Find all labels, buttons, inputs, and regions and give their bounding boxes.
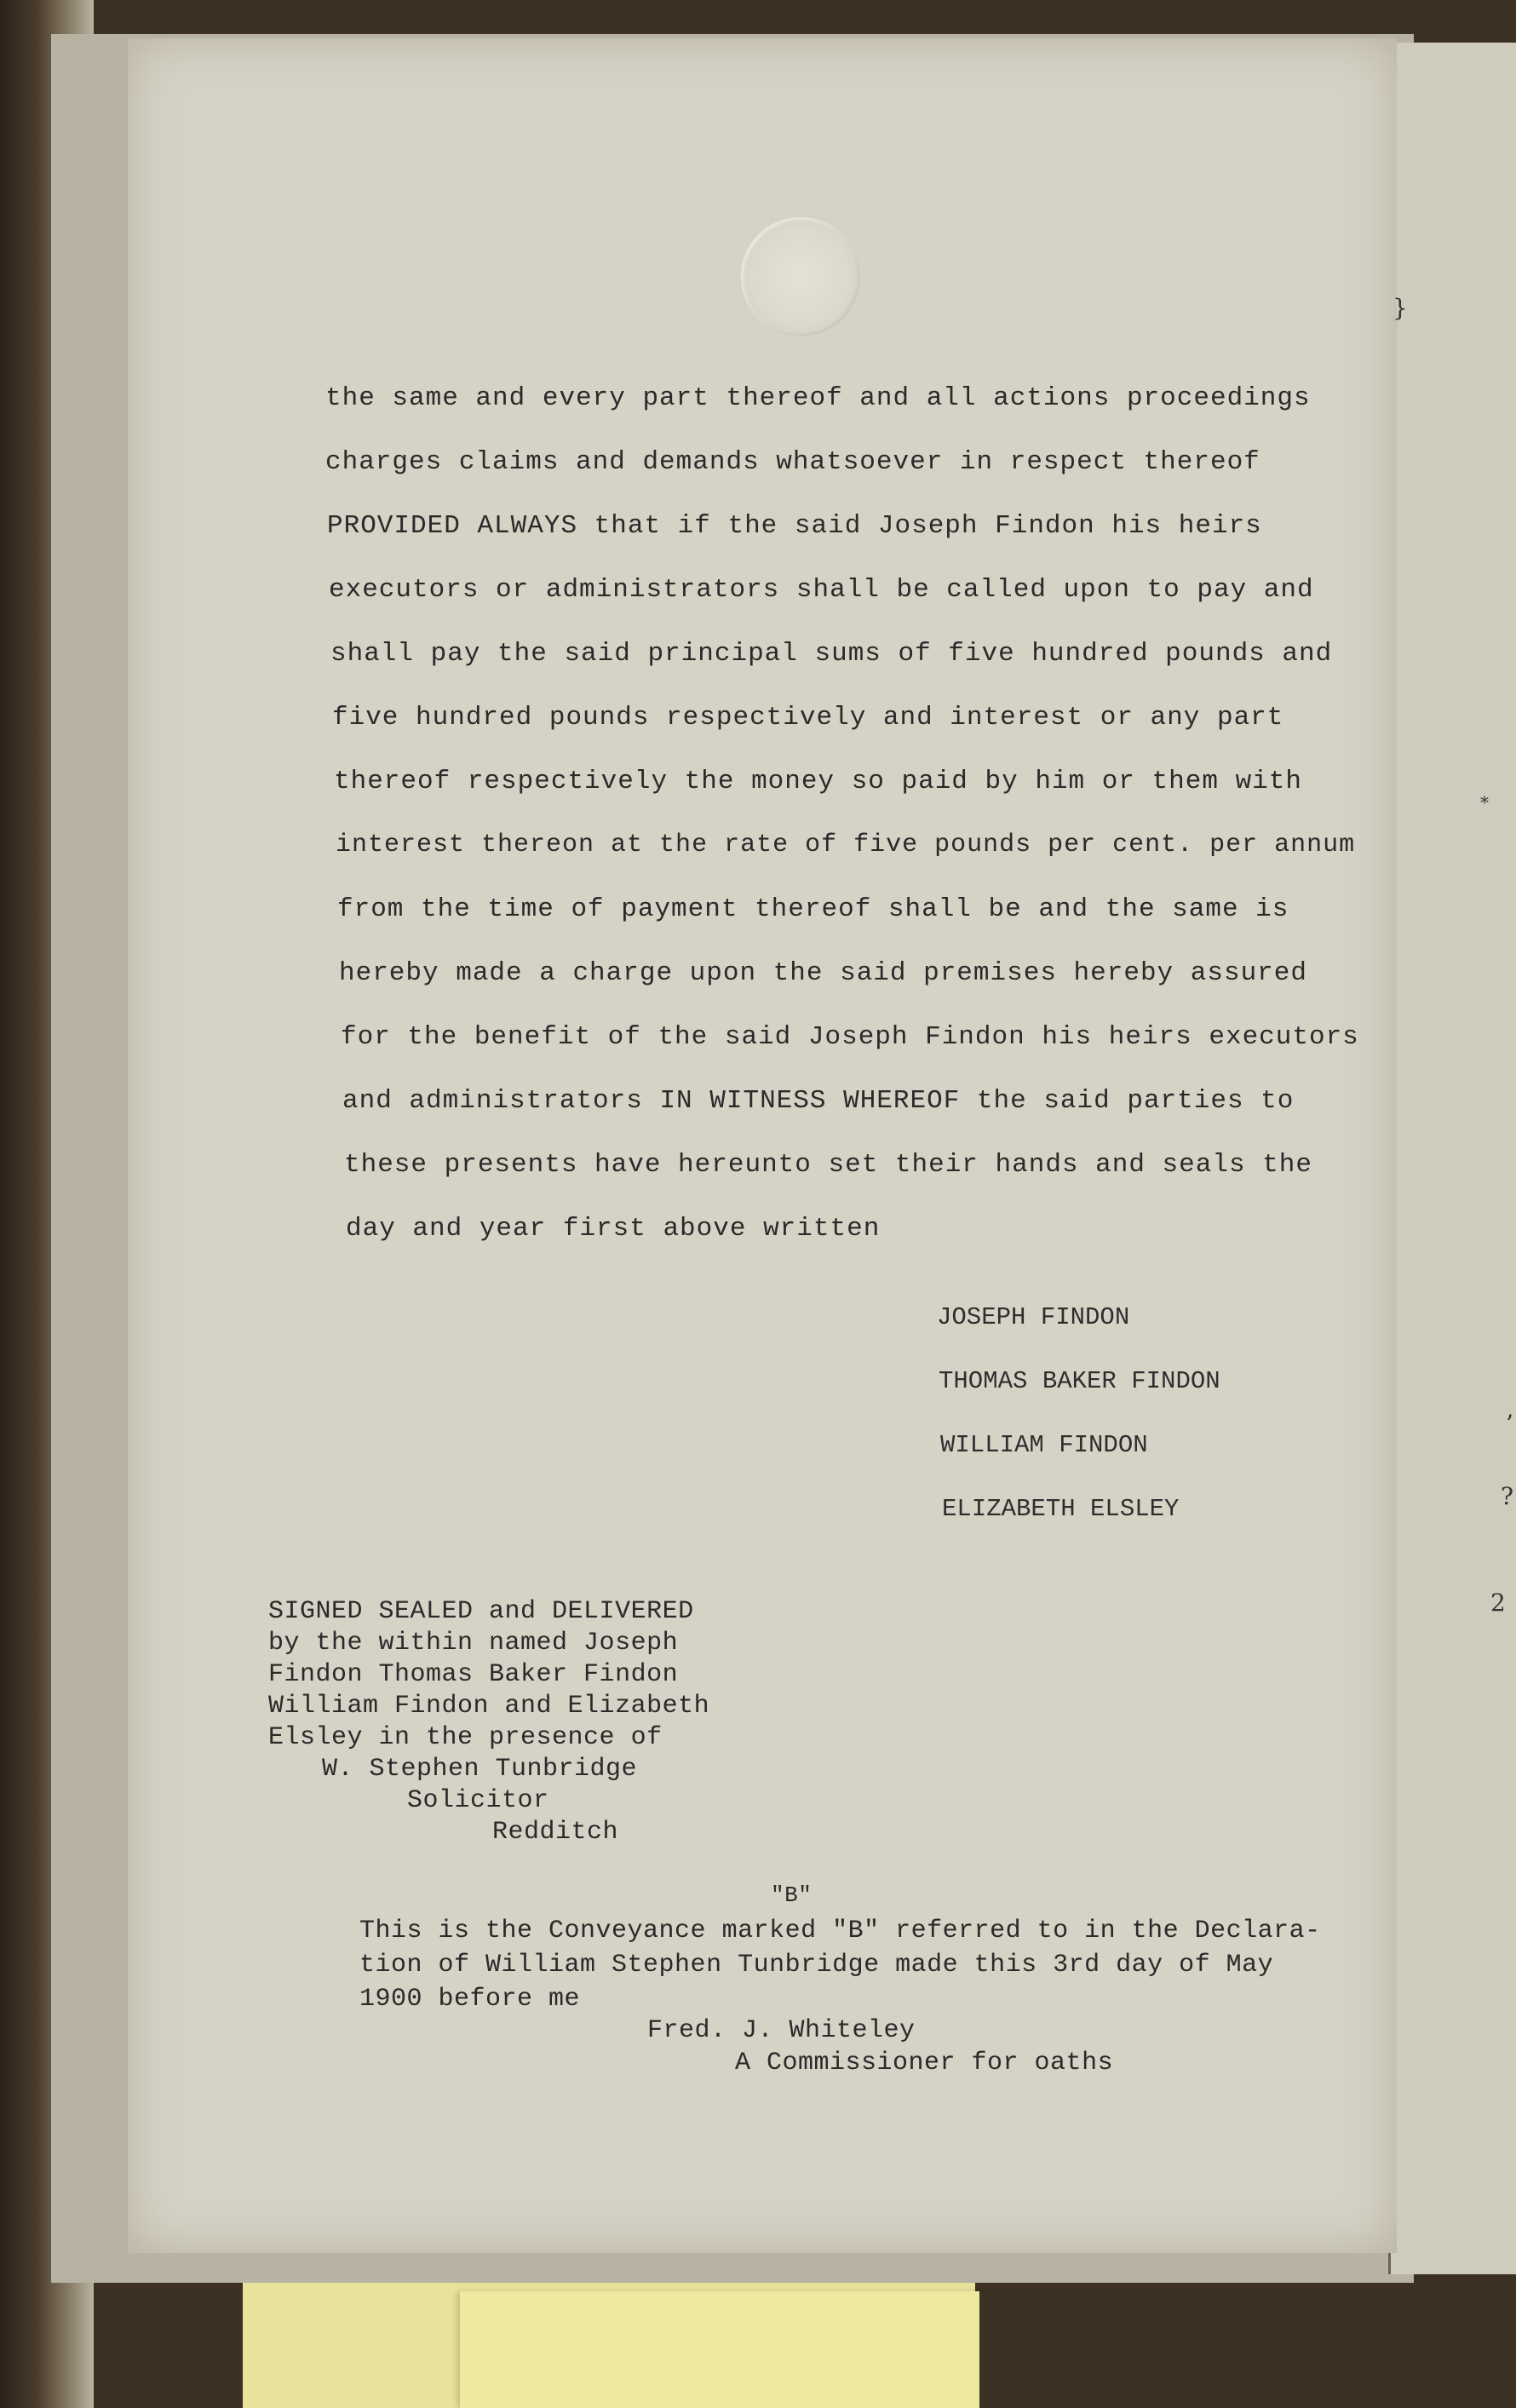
signatory-name: JOSEPH FINDON (937, 1303, 1130, 1331)
commissioner-name: Fred. J. Whiteley (647, 2016, 916, 2045)
body-line: day and year first above written (346, 1214, 881, 1244)
body-line: these presents have hereunto set their hands and seals the (344, 1150, 1312, 1180)
body-line: thereof respectively the money so paid by him or them with (334, 767, 1302, 796)
document-page (128, 38, 1397, 2253)
margin-mark: ’ (1506, 1410, 1513, 1438)
margin-mark: ? (1501, 1482, 1514, 1510)
margin-mark: } (1393, 294, 1408, 322)
attestation-line: William Findon and Elizabeth (268, 1692, 710, 1721)
body-line: interest thereon at the rate of five pounds per cent. per annum (336, 830, 1356, 859)
body-line: from the time of payment thereof shall be and the same is (337, 894, 1289, 924)
signatory-name: WILLIAM FINDON (940, 1431, 1148, 1459)
exhibit-line: tion of William Stephen Tunbridge made this 3rd day of May (359, 1951, 1274, 1980)
attestation-line: Findon Thomas Baker Findon (268, 1660, 679, 1689)
margin-mark: * (1480, 792, 1489, 813)
body-line: shall pay the said principal sums of five hundred pounds and (330, 639, 1333, 669)
body-line: for the benefit of the said Joseph Findon his heirs executors (341, 1022, 1359, 1052)
paper-tab (460, 2291, 979, 2408)
commissioner-title: A Commissioner for oaths (735, 2049, 1114, 2078)
attestation-line: SIGNED SEALED and DELIVERED (268, 1597, 694, 1626)
witness-name: W. Stephen Tunbridge (322, 1755, 638, 1784)
signatory-name: THOMAS BAKER FINDON (939, 1367, 1220, 1395)
attestation-line: by the within named Joseph (268, 1629, 679, 1658)
embossed-seal-icon (741, 217, 860, 336)
body-line: hereby made a charge upon the said premises hereby assured (339, 958, 1307, 988)
attestation-line: Elsley in the presence of (268, 1723, 663, 1752)
body-line: the same and every part thereof and all actions proceedings (325, 383, 1311, 413)
exhibit-line: This is the Conveyance marked "B" referred to in the Declara- (359, 1917, 1321, 1945)
body-line: and administrators IN WITNESS WHEREOF the said parties to (342, 1086, 1295, 1116)
body-line: executors or administrators shall be called upon to pay and (329, 575, 1314, 605)
signatory-name: ELIZABETH ELSLEY (942, 1495, 1180, 1523)
body-line: charges claims and demands whatsoever in respect thereof (325, 447, 1260, 477)
body-line: five hundred pounds respectively and interest or any part (332, 703, 1284, 733)
margin-mark: 2 (1490, 1589, 1506, 1617)
witness-occupation: Solicitor (407, 1786, 549, 1815)
body-line: PROVIDED ALWAYS that if the said Joseph Findon his heirs (327, 511, 1262, 541)
facing-page (1388, 43, 1516, 2274)
exhibit-mark: "B" (771, 1882, 813, 1908)
exhibit-line: 1900 before me (359, 1985, 581, 2014)
witness-town: Redditch (492, 1818, 619, 1847)
